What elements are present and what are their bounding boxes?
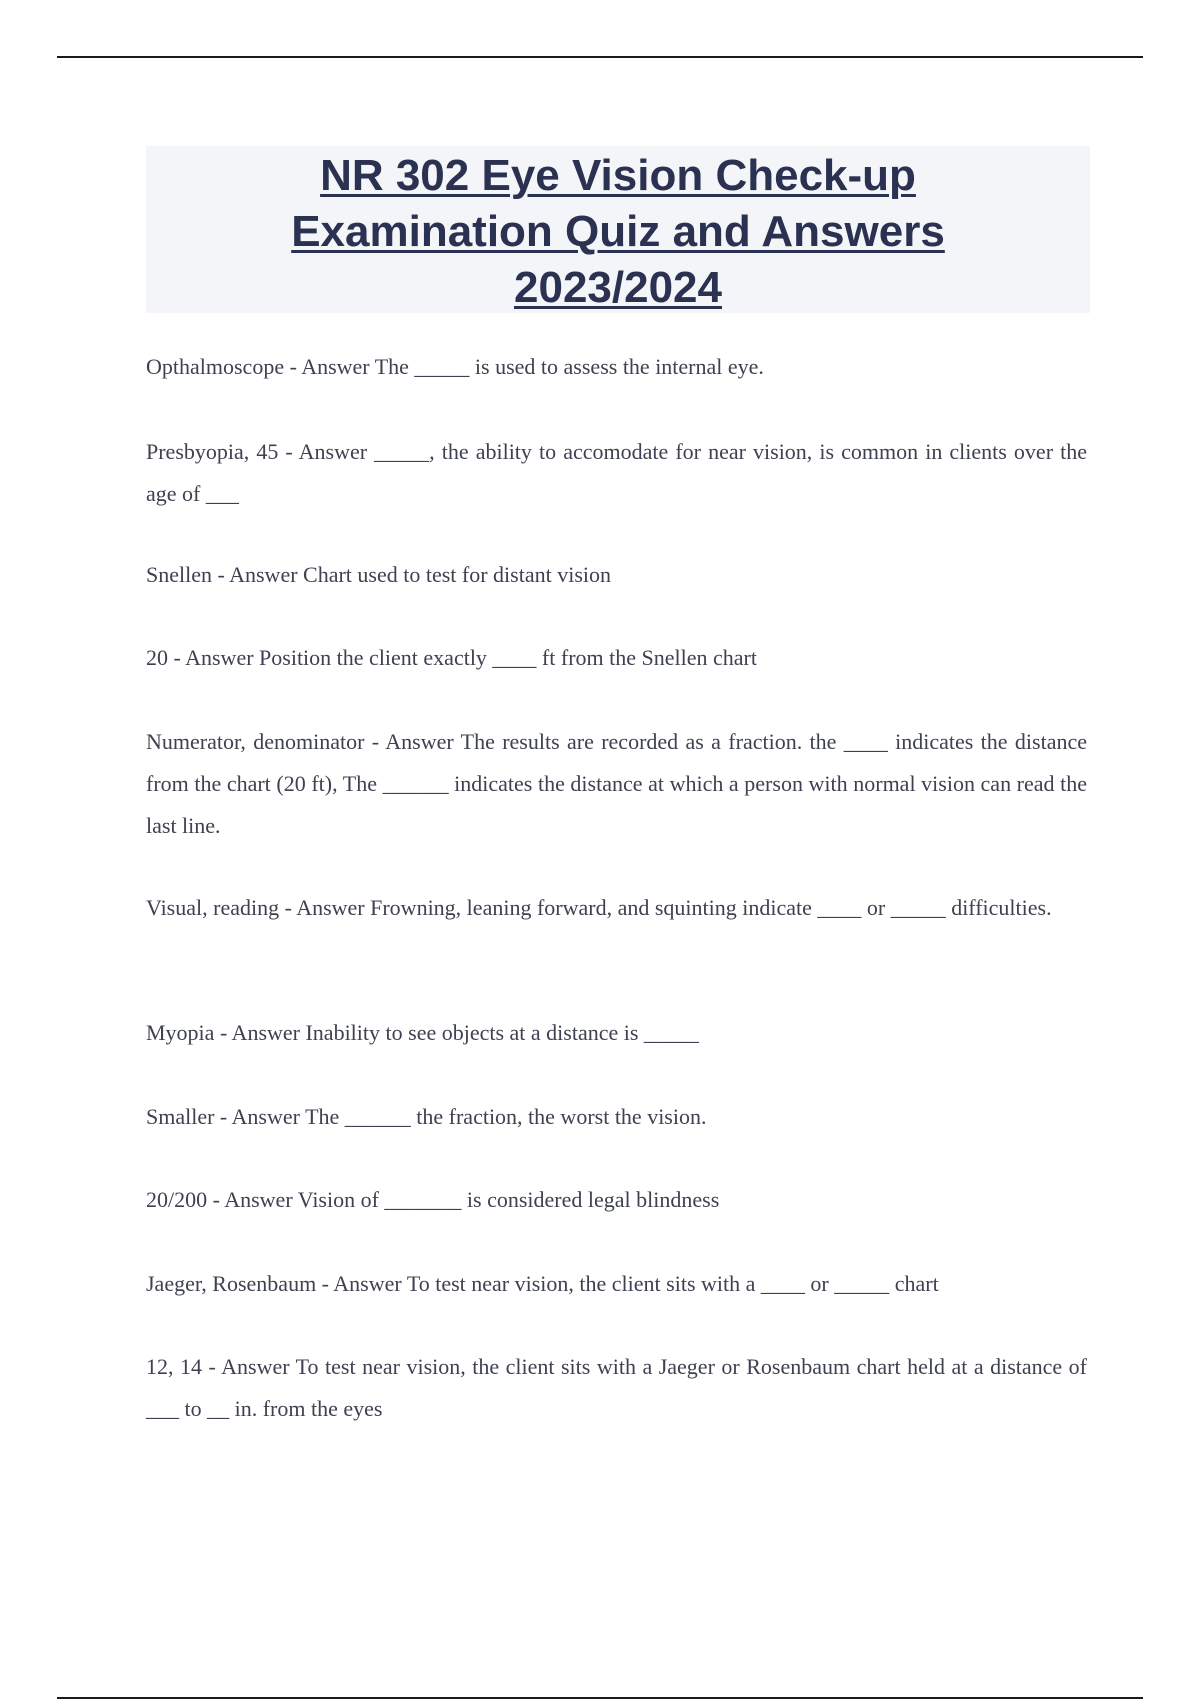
qa-item-opthalmoscope: Opthalmoscope - Answer The _____ is used to assess the internal eye. xyxy=(146,354,764,379)
document-title-line-3: 2023/2024 xyxy=(514,263,722,312)
qa-item-twenty-feet: 20 - Answer Position the client exactly ____ ft from the Snellen chart xyxy=(146,645,757,670)
top-rule xyxy=(57,56,1143,58)
qa-item-visual-reading: Visual, reading - Answer Frowning, leaning forward, and squinting indicate ____ or _____ difficulties. xyxy=(146,895,1052,920)
qa-item-near-vision-distance: 12, 14 - Answer To test near vision, the client sits with a Jaeger or Rosenbaum chart held at a distance of ___ to __ in. from the eyes xyxy=(146,1354,1087,1421)
qa-item-numerator-denominator: Numerator, denominator - Answer The results are recorded as a fraction. the ____ indicates the distance from the chart (20 ft), The ______ indicates the distance at which a person with normal vision can read the last line. xyxy=(146,729,1087,838)
document-title-line-2: Examination Quiz and Answers xyxy=(291,207,945,256)
qa-item-myopia: Myopia - Answer Inability to see objects at a distance is _____ xyxy=(146,1020,699,1045)
qa-item-presbyopia: Presbyopia, 45 - Answer _____, the ability to accomodate for near vision, is common in clients over the age of ___ xyxy=(146,439,1087,506)
qa-item-legal-blindness: 20/200 - Answer Vision of _______ is considered legal blindness xyxy=(146,1187,720,1212)
document-title-box xyxy=(146,146,1090,313)
document-title-line-1: NR 302 Eye Vision Check-up xyxy=(320,151,916,200)
qa-item-snellen: Snellen - Answer Chart used to test for distant vision xyxy=(146,562,611,587)
qa-item-jaeger-rosenbaum: Jaeger, Rosenbaum - Answer To test near vision, the client sits with a ____ or _____ chart xyxy=(146,1271,939,1296)
qa-item-smaller: Smaller - Answer The ______ the fraction, the worst the vision. xyxy=(146,1104,707,1129)
bottom-rule xyxy=(57,1697,1143,1699)
